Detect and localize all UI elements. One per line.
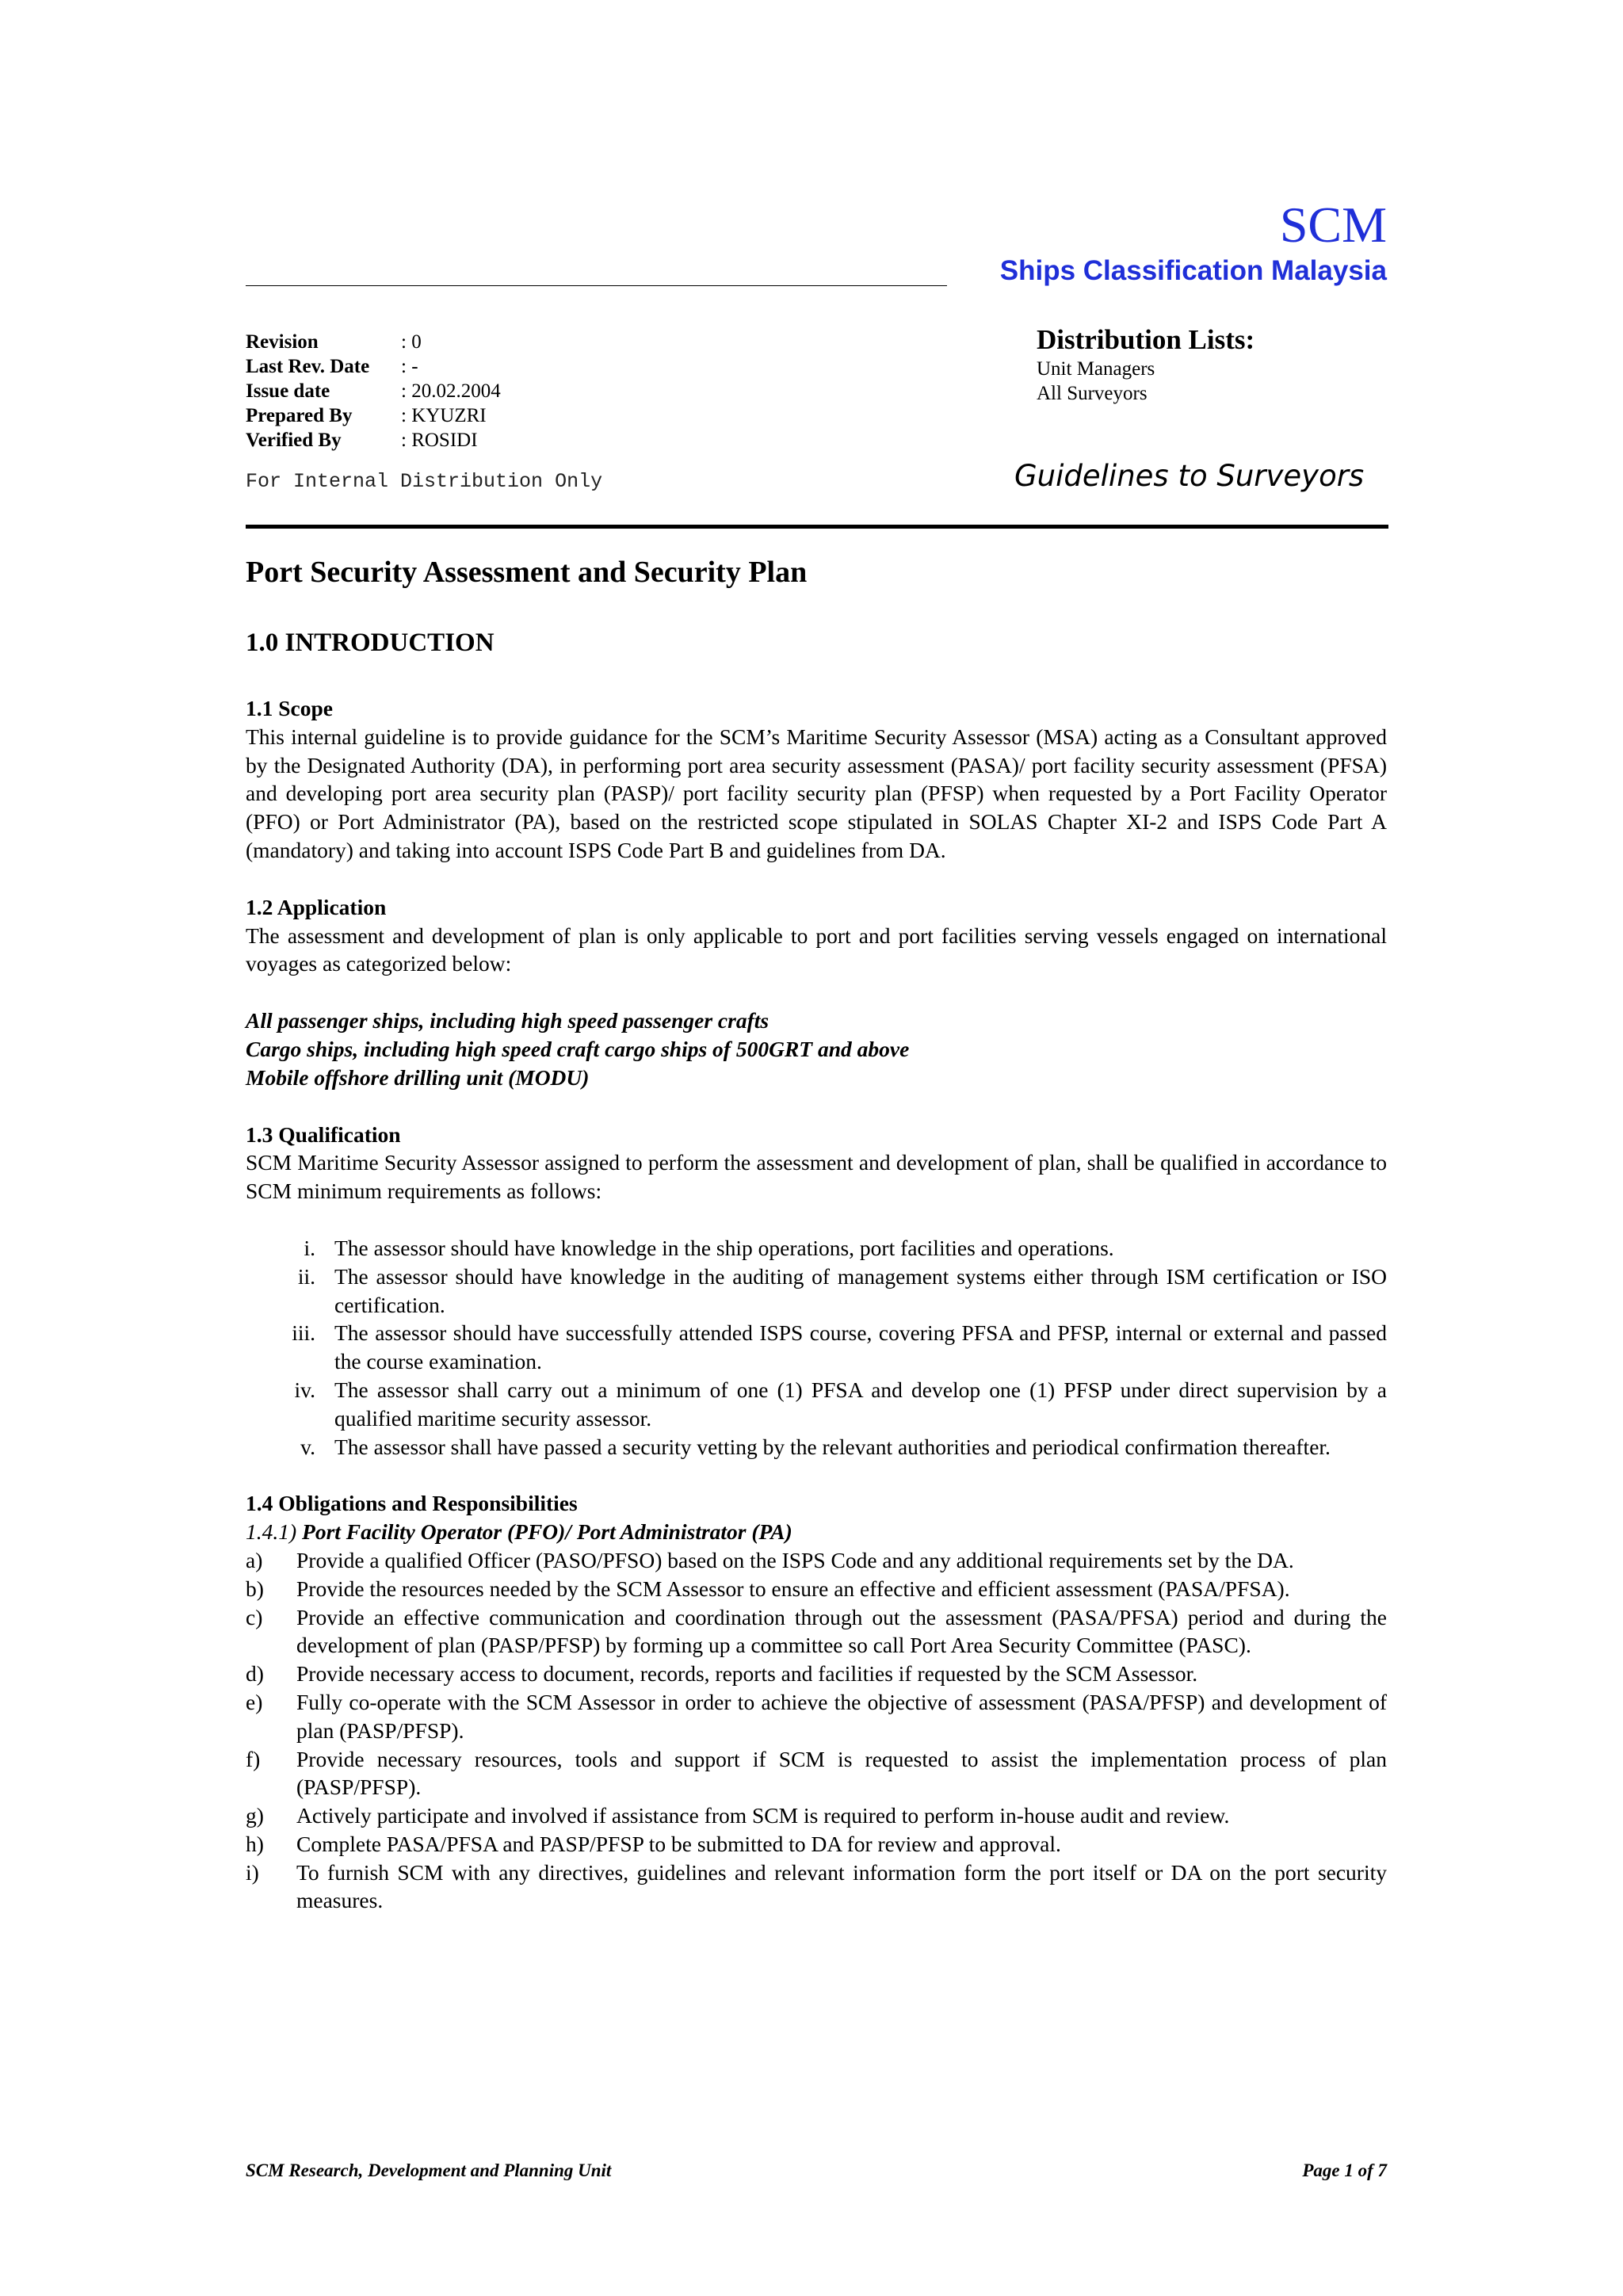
list-item bbox=[246, 1575, 1387, 1603]
meta-value: : - bbox=[401, 356, 418, 377]
subheading-title: Port Facility Operator (PFO)/ Port Administrator (PA) bbox=[302, 1519, 792, 1545]
list-number: v. bbox=[300, 1434, 315, 1459]
scope-paragraph: This internal guideline is to provide guidance for the SCM’s Maritime Security Assessor (MSA) acting as a Consultant approved by the Designated Authority (DA), in performing port area security assessment (PASA)/ port facility security assessment (PFSA) and developing port area security plan (PASP)/ port facility security plan (PFSP) when requested by a Port Facility Operator (PFO) or Port Administrator (PA), based on the restricted scope stipulated in SOLAS Chapter XI-2 and ISPS Code Part A (mandatory) and taking into account ISPS Code Part B and guidelines from DA. bbox=[246, 724, 1387, 862]
list-text: The assessor should have successfully attended ISPS course, covering PFSA and PFSP, internal or external and passed the course examination. bbox=[334, 1320, 1387, 1374]
list-text: Provide an effective communication and coordination through out the assessment (PASA/PFSA) period and during the development of plan (PASP/PFSP) by forming up a committee so call Port Area Security Committee (PASC). bbox=[296, 1604, 1387, 1658]
category-item: Mobile offshore drilling unit (MODU) bbox=[246, 1064, 590, 1090]
list-item bbox=[246, 1859, 1387, 1916]
obligations-heading: 1.4 Obligations and Responsibilities bbox=[246, 1491, 578, 1516]
list-text: The assessor should have knowledge in the auditing of management systems either through ISM certification or ISO certification. bbox=[334, 1263, 1387, 1317]
meta-label: Verified By bbox=[246, 430, 342, 451]
list-item bbox=[246, 1376, 1387, 1433]
scm-logo bbox=[246, 197, 1387, 292]
list-number: iv. bbox=[294, 1377, 315, 1402]
list-text: Provide necessary access to document, records, reports and facilities if requested by the SCM Assessor. bbox=[296, 1661, 1198, 1687]
list-letter: d) bbox=[246, 1661, 264, 1687]
meta-row bbox=[246, 428, 800, 453]
list-text: Provide a qualified Officer (PASO/PFSO) based on the ISPS Code and any additional requirements set by the DA. bbox=[296, 1547, 1294, 1572]
distribution-item: All Surveyors bbox=[1037, 383, 1148, 404]
list-text: The assessor shall carry out a minimum of one (1) PFSA and develop one (1) PFSP under direct supervision by a qualified maritime security assessor. bbox=[334, 1377, 1387, 1431]
guidelines-label: Guidelines to Surveyors bbox=[1014, 459, 1365, 493]
meta-row bbox=[246, 403, 800, 428]
qualification-paragraph: SCM Maritime Security Assessor assigned to perform the assessment and development of plan, shall be qualified in accordance to SCM minimum requirements as follows: bbox=[246, 1150, 1387, 1204]
list-text: Provide necessary resources, tools and support if SCM is requested to assist the implementation process of plan (PASP/PFSP). bbox=[296, 1746, 1387, 1800]
document-body bbox=[246, 694, 1387, 1915]
list-text: Actively participate and involved if assistance from SCM is required to perform in-house audit and review. bbox=[296, 1803, 1230, 1828]
logo-short-name: SCM bbox=[1279, 197, 1387, 253]
meta-value: : KYUZRI bbox=[401, 405, 487, 426]
document-title: Port Security Assessment and Security Plan bbox=[246, 556, 808, 589]
internal-distribution-note: For Internal Distribution Only bbox=[246, 470, 603, 493]
list-item bbox=[246, 1801, 1387, 1830]
meta-row bbox=[246, 354, 800, 379]
page-number: Page 1 of 7 bbox=[1302, 2160, 1387, 2180]
list-number: ii. bbox=[297, 1263, 315, 1289]
category-item: Cargo ships, including high speed craft cargo ships of 500GRT and above bbox=[246, 1036, 910, 1061]
meta-row bbox=[246, 379, 800, 403]
list-item bbox=[246, 1660, 1387, 1688]
list-number: i. bbox=[304, 1235, 315, 1260]
distribution-title: Distribution Lists: bbox=[1037, 324, 1255, 355]
list-item bbox=[246, 1263, 1387, 1320]
meta-label: Last Rev. Date bbox=[246, 356, 370, 377]
meta-value: : ROSIDI bbox=[401, 430, 478, 451]
list-item bbox=[246, 1546, 1387, 1575]
list-item bbox=[246, 1234, 1387, 1263]
section-heading-introduction: 1.0 INTRODUCTION bbox=[246, 628, 495, 657]
qualification-list bbox=[246, 1234, 1387, 1461]
revision-block bbox=[246, 330, 800, 453]
list-text: Provide the resources needed by the SCM Assessor to ensure an effective and efficient assessment (PASA/PFSA). bbox=[296, 1576, 1290, 1601]
list-text: Fully co-operate with the SCM Assessor in order to achieve the objective of assessment (PASA/PFSP) and development of plan (PASP/PFSP). bbox=[296, 1689, 1387, 1743]
list-item bbox=[246, 1688, 1387, 1745]
obligations-list bbox=[246, 1546, 1387, 1915]
list-item bbox=[246, 1319, 1387, 1376]
scope-heading: 1.1 Scope bbox=[246, 696, 333, 720]
list-item bbox=[246, 1830, 1387, 1859]
meta-label: Prepared By bbox=[246, 405, 353, 426]
footer-unit: SCM Research, Development and Planning Unit bbox=[246, 2160, 612, 2180]
list-letter: i) bbox=[246, 1859, 259, 1885]
category-item: All passenger ships, including high speed passenger crafts bbox=[246, 1008, 769, 1033]
qualification-heading: 1.3 Qualification bbox=[246, 1121, 401, 1147]
application-paragraph: The assessment and development of plan is only applicable to port and port facilities serving vessels engaged on international voyages as categorized below: bbox=[246, 923, 1387, 976]
list-letter: g) bbox=[246, 1803, 264, 1828]
list-item bbox=[246, 1433, 1387, 1461]
list-letter: a) bbox=[246, 1547, 263, 1572]
meta-row bbox=[246, 330, 800, 354]
list-letter: f) bbox=[246, 1746, 261, 1771]
list-letter: b) bbox=[246, 1576, 264, 1601]
application-heading: 1.2 Application bbox=[246, 894, 387, 919]
list-letter: c) bbox=[246, 1604, 263, 1629]
list-text: The assessor shall have passed a security vetting by the relevant authorities and periodical confirmation thereafter. bbox=[334, 1434, 1331, 1459]
distribution-item: Unit Managers bbox=[1037, 358, 1155, 380]
meta-label: Revision bbox=[246, 331, 319, 353]
list-text: The assessor should have knowledge in the ship operations, port facilities and operations. bbox=[334, 1235, 1114, 1260]
distribution-lists bbox=[1037, 323, 1385, 406]
meta-label: Issue date bbox=[246, 380, 330, 402]
header-divider bbox=[246, 525, 1388, 529]
list-letter: h) bbox=[246, 1831, 264, 1856]
list-number: iii. bbox=[292, 1320, 315, 1346]
list-item bbox=[246, 1603, 1387, 1660]
list-text: To furnish SCM with any directives, guidelines and relevant information form the port itself or DA on the port security measures. bbox=[296, 1859, 1387, 1913]
meta-value: : 20.02.2004 bbox=[401, 380, 501, 402]
list-item bbox=[246, 1745, 1387, 1802]
obligations-subheading bbox=[246, 1518, 1387, 1546]
logo-underline bbox=[246, 285, 947, 286]
logo-full-name: Ships Classification Malaysia bbox=[999, 255, 1387, 286]
list-letter: e) bbox=[246, 1689, 263, 1714]
list-text: Complete PASA/PFSA and PASP/PFSP to be submitted to DA for review and approval. bbox=[296, 1831, 1061, 1856]
subheading-number: 1.4.1) bbox=[246, 1519, 297, 1545]
meta-value: : 0 bbox=[401, 331, 422, 353]
